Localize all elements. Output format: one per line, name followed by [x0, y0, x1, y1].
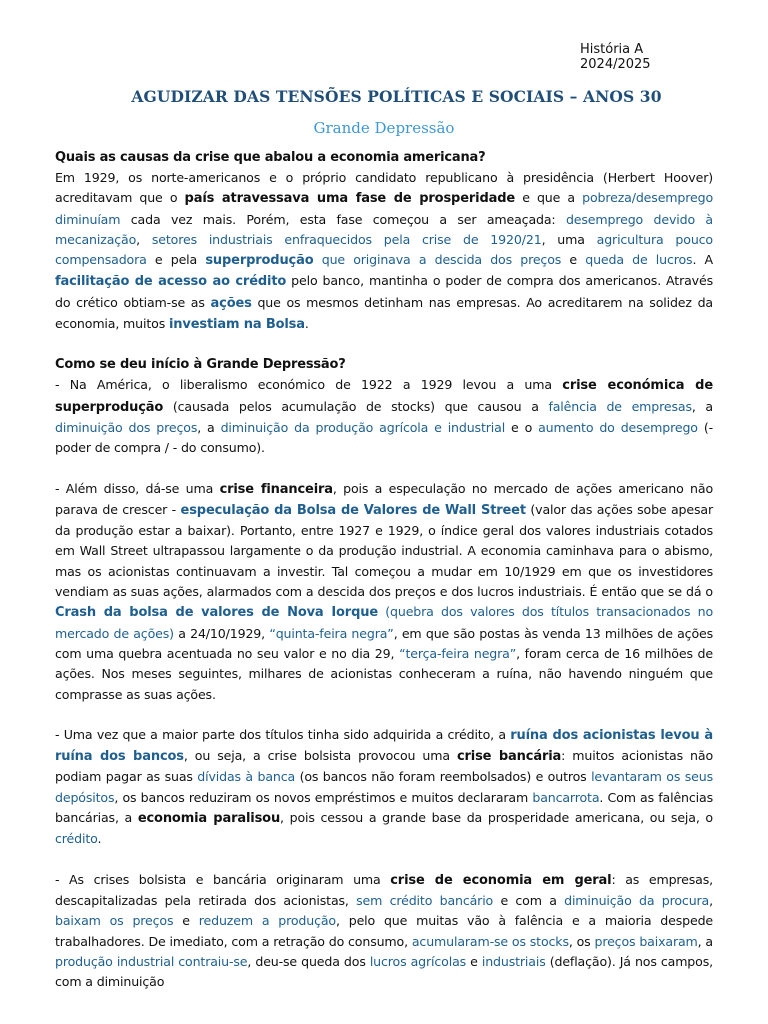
page-title: AGUDIZAR DAS TENSÕES POLÍTICAS E SOCIAIS – ANOS 30	[131, 87, 662, 106]
highlighted-text: país atravessava uma fase de prosperidade	[184, 191, 516, 207]
paragraph-banking-crisis	[55, 725, 713, 850]
highlighted-text: Crash da bolsa de valores de Nova Iorque	[55, 605, 378, 621]
text-run: Em 1929, os norte-americanos e o próprio candidato republicano à presidência (Herbert Hoover) acreditavam que o	[55, 170, 713, 206]
text-run: ,	[136, 231, 152, 247]
text-run: , os	[568, 933, 595, 949]
highlighted-text: desemprego devido à mecanização	[55, 211, 713, 247]
highlighted-text: setores industriais enfraquecidos pela crise de 1920/21	[151, 231, 542, 247]
highlighted-text: crise de economia em geral	[390, 872, 612, 888]
highlighted-text: economia paralisou	[137, 811, 281, 827]
text-run: e	[173, 913, 199, 929]
document-body	[55, 148, 713, 992]
text-run: - As crises bolsista e bancária originaram uma	[55, 871, 391, 887]
text-run: (causada pelos acumulação de stocks) que causou a	[163, 398, 549, 414]
question-beginning: Como se deu início à Grande Depressão?	[55, 357, 346, 373]
text-run: (valor das ações sobe apesar da produção estar a baixar). Portanto, entre 1927 e 1929, o índice geral dos valores industriais cotados em Wall Street ultrapassou largamente o da produção industrial. A economia caminhava para o abismo, mas os acionistas continuavam a investir. Tal começou a mudar em 10/1929 em que os investidores vendiam as suas ações, alarmados com a descida dos preços e dos lucros industriais. É então que se dá o	[55, 501, 713, 600]
text-run: , pois cessou a grande base da prosperidade americana, ou seja, o	[280, 810, 713, 826]
text-run: e pela	[146, 252, 206, 268]
paragraph-causes	[55, 168, 713, 335]
page-subtitle: Grande Depressão	[313, 119, 455, 137]
highlighted-text: agricultura pouco compensadora	[55, 231, 713, 268]
highlighted-text: especulação da Bolsa de Valores de Wall Street	[180, 502, 526, 518]
text-run: : as empresas, descapitalizadas pela retirada dos acionistas,	[55, 871, 714, 908]
text-run: que os mesmos detinham nas empresas. Ao acreditarem na solidez da economia, muitos	[55, 294, 713, 332]
document-meta	[580, 42, 651, 72]
text-run: - Uma vez que a maior parte dos títulos tinha sido adquirida a crédito, a	[55, 726, 511, 742]
highlighted-text: lucros agrícolas	[369, 953, 467, 969]
text-run: , ou seja, a crise bolsista provocou uma	[183, 748, 457, 764]
highlighted-text: crédito	[55, 831, 98, 847]
paragraph-general-crisis	[55, 870, 713, 993]
text-run: e	[561, 252, 586, 268]
text-run: - Na América, o liberalismo económico de 1922 a 1929 levou a uma	[55, 377, 563, 393]
paragraph-overproduction	[55, 375, 713, 458]
highlighted-text: facilitação de acesso ao crédito	[55, 274, 287, 290]
highlighted-text: bancarrota	[532, 789, 600, 805]
highlighted-text: pobreza/desemprego diminuíam	[55, 190, 713, 227]
highlighted-text: ações	[210, 295, 252, 311]
text-run: ,	[709, 892, 713, 908]
highlighted-text: preços baixaram	[594, 933, 698, 949]
text-run: , deu-se queda dos	[247, 953, 370, 969]
highlighted-text: industriais	[481, 953, 546, 969]
text-run	[314, 252, 322, 267]
school-year: 2024/2025	[580, 57, 651, 72]
highlighted-text: crise financeira	[219, 481, 333, 497]
text-run: , pelo que muitas vão à falência e a maioria despede trabalhadores. De imediato, com a retração do consumo,	[55, 913, 714, 949]
text-run: (os bancos não foram reembolsados) e outros	[295, 769, 592, 785]
text-run: (deflação). Já nos campos, com a diminuição	[55, 953, 713, 990]
highlighted-text: baixam os preços	[55, 913, 174, 929]
highlighted-text: ruína dos acionistas levou à ruína dos bancos	[55, 727, 713, 765]
highlighted-text: falência de empresas	[548, 398, 692, 414]
text-run: .	[304, 316, 309, 332]
highlighted-text: produção industrial contraiu-se	[55, 953, 248, 969]
highlighted-text: crise bancária	[456, 749, 562, 765]
text-run: , a	[691, 398, 713, 414]
highlighted-text: reduzem a produção	[198, 913, 336, 929]
highlighted-text: sem crédito bancário	[356, 892, 494, 908]
highlighted-text: que originava a descida dos preços	[321, 252, 562, 268]
text-run: : muitos acionistas não podiam pagar as suas	[55, 748, 713, 785]
text-run: e	[466, 953, 482, 969]
text-run: , uma	[541, 231, 597, 247]
paragraph-financial-crisis	[55, 479, 713, 705]
text-run: , foram cerca de 16 milhões de ações. Nos meses seguintes, milhares de acionistas conheceram a ruína, não havendo ninguém que comprasse as suas ações.	[55, 645, 713, 702]
text-run: , a	[697, 933, 713, 949]
highlighted-text: superprodução	[205, 253, 314, 269]
highlighted-text: (quebra dos valores dos títulos transacionados no mercado de ações)	[55, 604, 714, 641]
highlighted-text: diminuição da produção agrícola e industrial	[220, 419, 506, 435]
text-run: e o	[505, 419, 539, 435]
highlighted-text: queda de lucros	[585, 252, 693, 268]
text-run: , em que são postas às venda 13 milhões de ações com uma quebra acentuada no seu valor e no dia 29,	[55, 625, 714, 661]
text-run: , os bancos reduziram os novos empréstimos e muitos declararam	[114, 789, 533, 805]
highlighted-text: “quinta-feira negra”	[269, 625, 394, 641]
text-run: . A	[692, 252, 713, 268]
text-run: . Com as falências bancárias, a	[55, 789, 713, 826]
question-causes: Quais as causas da crise que abalou a economia americana?	[55, 150, 486, 165]
text-run: (- poder de compra / - do consumo).	[55, 419, 713, 456]
text-run: cada vez mais. Porém, esta fase começou a ser ameaçada:	[120, 211, 566, 227]
text-run: - Além disso, dá-se uma	[55, 480, 220, 496]
highlighted-text: investiam na Bolsa	[168, 317, 305, 333]
highlighted-text: diminuição da procura	[564, 892, 710, 908]
text-run: , pois a especulação no mercado de ações americano não parava de crescer -	[55, 480, 714, 517]
highlighted-text: “terça-feira negra”	[399, 645, 517, 661]
text-run: e com a	[493, 892, 565, 908]
text-run: e que a	[515, 190, 583, 206]
highlighted-text: aumento do desemprego	[538, 419, 698, 435]
text-run: a 24/10/1929,	[173, 625, 270, 641]
text-run: pelo banco, mantinha o poder de compra dos americanos. Através do crético obtiam-se as	[55, 273, 713, 310]
highlighted-text: diminuição dos preços	[55, 419, 198, 435]
highlighted-text: levantaram os seus depósitos	[55, 769, 713, 805]
highlighted-text: crise económica de superprodução	[55, 378, 714, 415]
highlighted-text: dívidas à banca	[197, 769, 296, 785]
highlighted-text: acumularam-se os stocks	[411, 933, 569, 949]
text-run: , a	[197, 419, 221, 435]
subject-label: História A	[580, 42, 644, 57]
text-run: .	[97, 831, 102, 847]
